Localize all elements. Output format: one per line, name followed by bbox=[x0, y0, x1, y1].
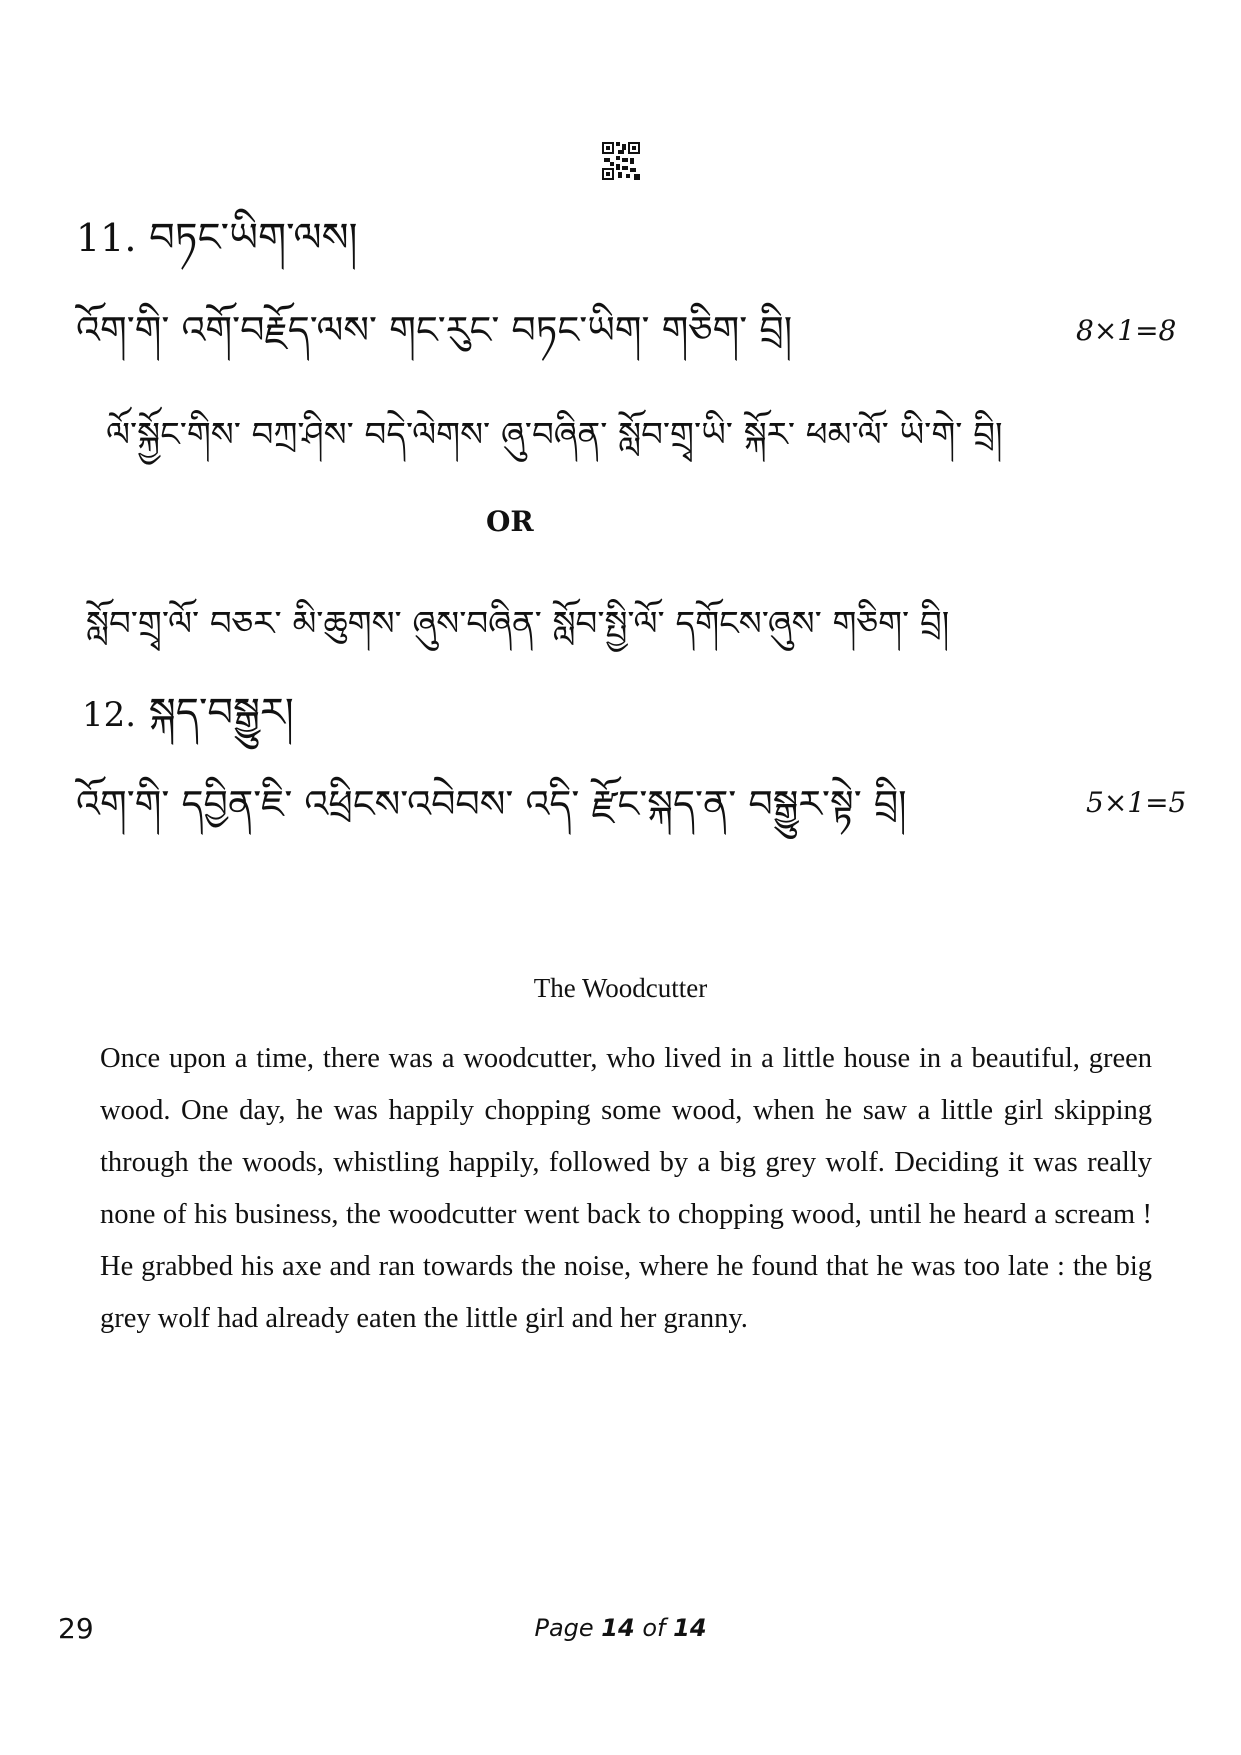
story-title: The Woodcutter bbox=[533, 973, 708, 1003]
page-total: 14 bbox=[673, 1614, 707, 1642]
question-12-heading bbox=[82, 685, 294, 743]
qr-code-icon bbox=[602, 142, 640, 180]
question-11-number: 11. bbox=[76, 216, 137, 260]
question-12-instruction: འོག་གི་ དབྱིན་ཇི་ འཕྲིངས་འབེབས་ འདི་ རྫོང་སྐད་ན་ བསྒྱུར་སྟེ་ བྲི། bbox=[76, 782, 907, 826]
question-12-title: སྐད་བསྒྱུར། bbox=[148, 690, 294, 736]
page-prefix: Page bbox=[534, 1614, 594, 1642]
or-separator: OR bbox=[486, 505, 534, 538]
page-number bbox=[0, 1614, 1241, 1642]
question-11-marks: 8×1=8 bbox=[1076, 314, 1177, 347]
question-12-marks: 5×1=5 bbox=[1086, 786, 1187, 819]
page-current: 14 bbox=[601, 1614, 635, 1642]
question-12-number: 12. bbox=[82, 695, 137, 735]
page-of: of bbox=[642, 1614, 666, 1642]
question-11-option-2: སློབ་གྲྭ་ལོ་ བཅར་ མི་ཆུགས་ ཞུས་བཞིན་ སློབ་སྤྱི་ལོ་ དགོངས་ཞུས་ གཅིག་ བྲི། bbox=[86, 604, 950, 644]
question-11-heading bbox=[76, 210, 357, 266]
question-11-option-1: ལོ་སྐྱོང་གིས་ བཀྲ་ཤིས་ བདེ་ལེགས་ ཞུ་བཞིན་ སློབ་གྲྭ་ཡི་ སྐོར་ ཕམ་ལོ་ ཡི་གེ་ བྲི། bbox=[106, 415, 1003, 455]
question-11-instruction: འོག་གི་ འགོ་བརྗོད་ལས་ གང་རུང་ བཏང་ཡིག་ གཅིག་ བྲི། bbox=[76, 308, 793, 352]
question-11-title: བཏང་ཡིག་ལས། bbox=[149, 215, 358, 261]
page-code: 29 bbox=[58, 1612, 94, 1645]
story-text: Once upon a time, there was a woodcutter, who lived in a little house in a beautiful, green wood. One day, he was happily chopping some wood, when he saw a little girl skipping through the woods, whistling happily, followed by a big grey wolf. Deciding it was really none of his business, the woodcutter went back to chopping wood, until he heard a scream ! He grabbed his axe and ran towards the noise, where he found that he was too late : the big grey wolf had already eaten the little girl and her granny. bbox=[100, 1043, 1152, 1334]
